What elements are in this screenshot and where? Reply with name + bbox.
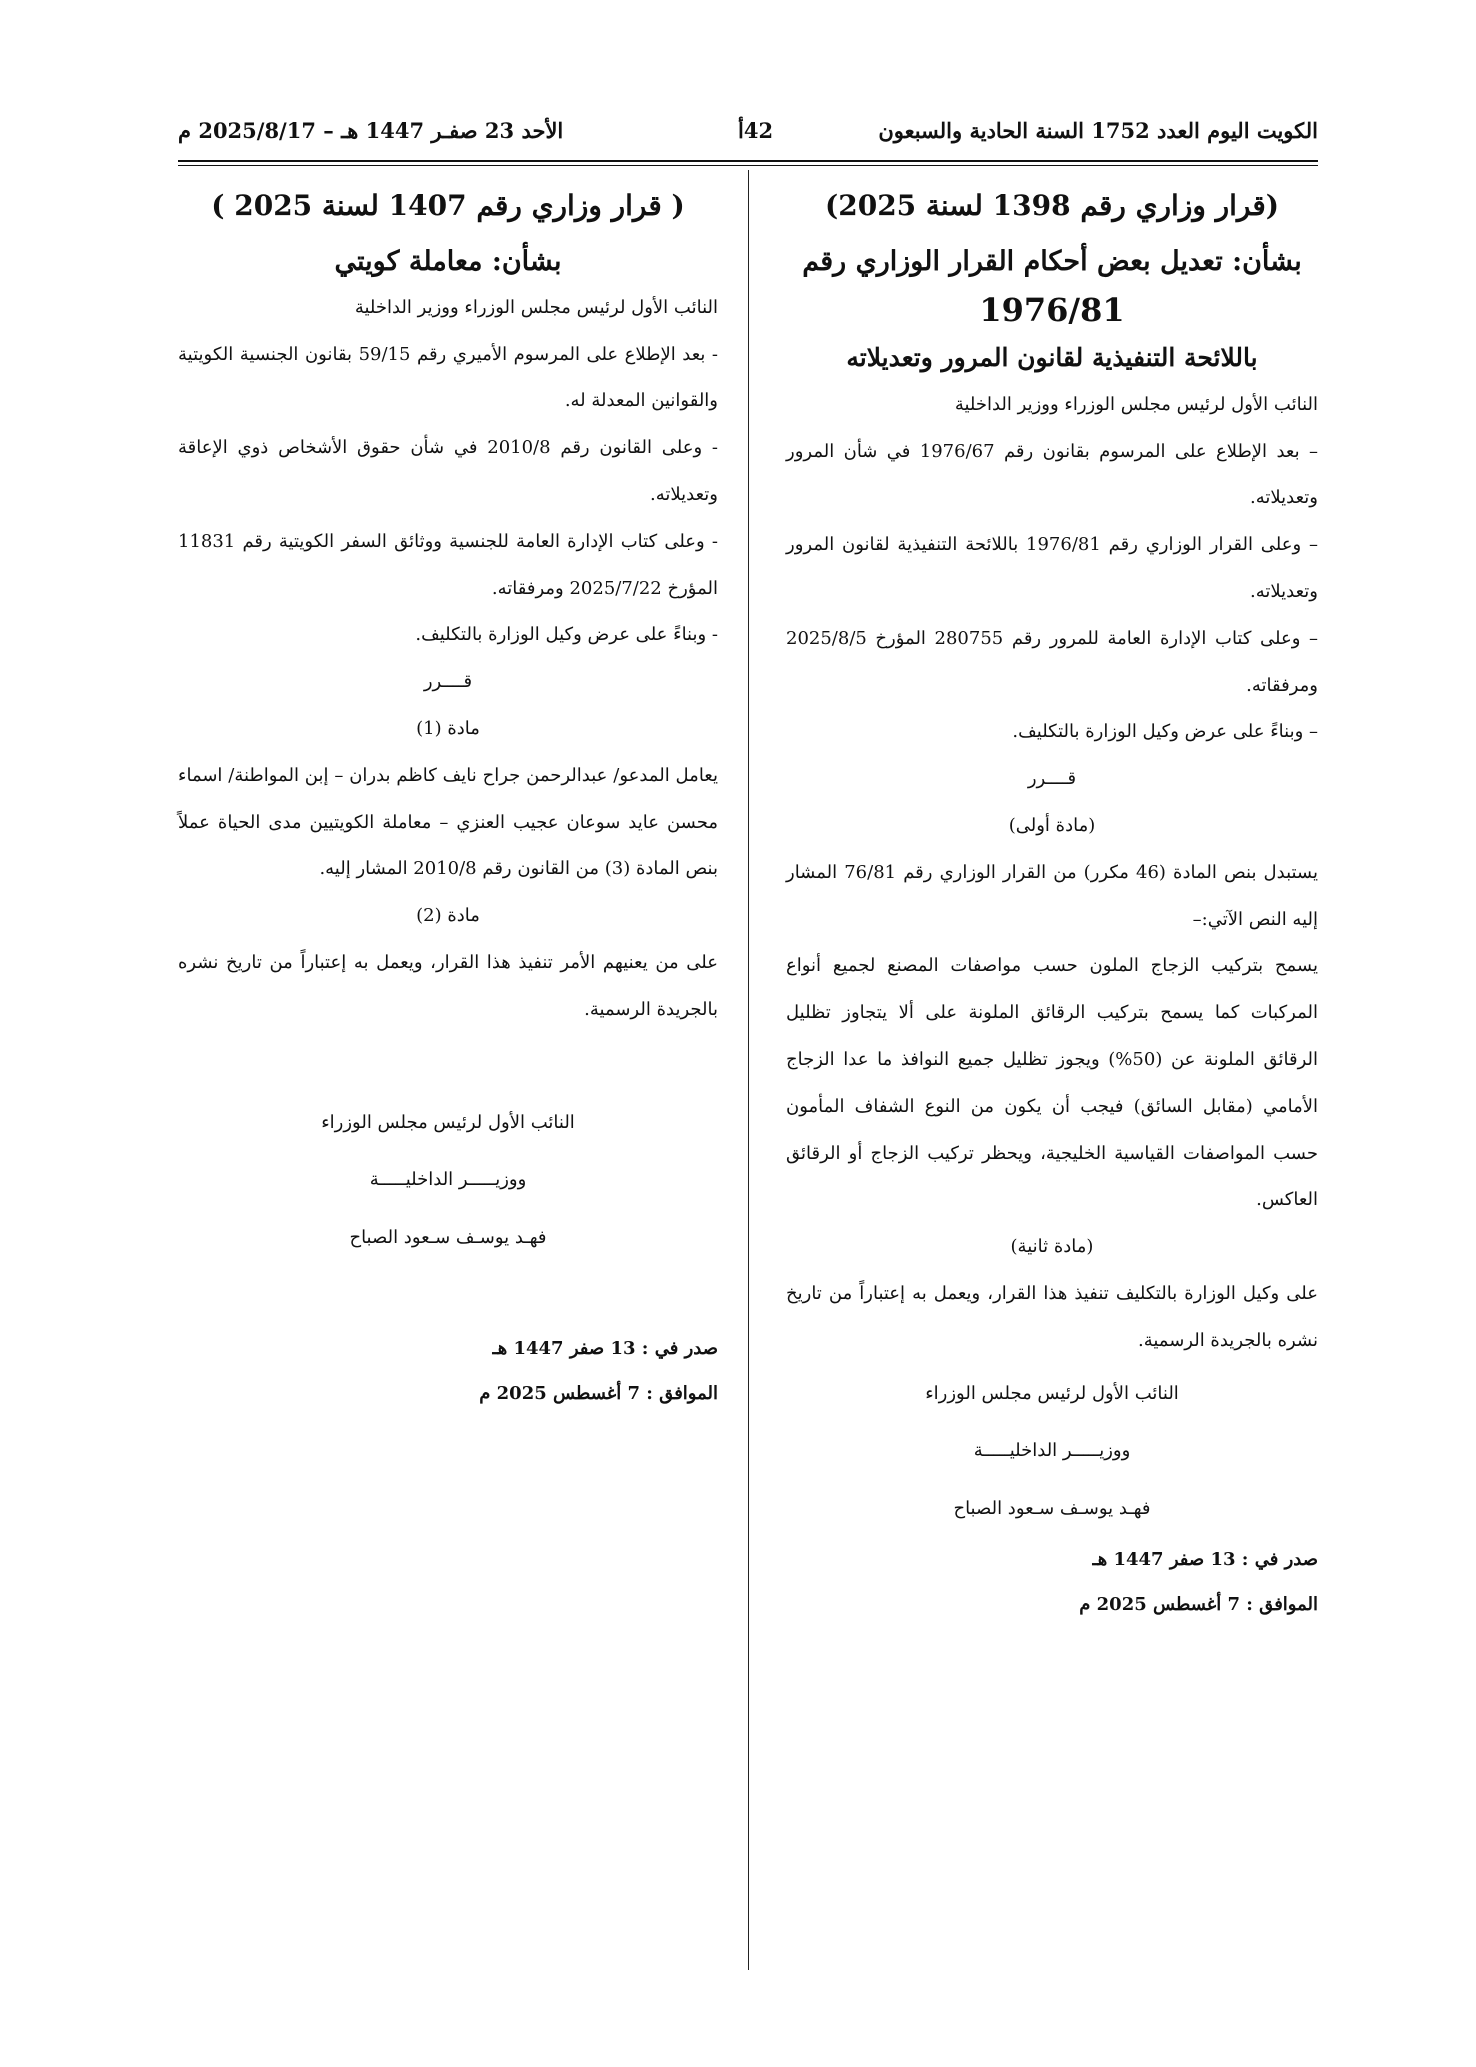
issuer-line: النائب الأول لرئيس مجلس الوزراء ووزير الداخلية — [354, 296, 718, 318]
page-number: 42أ — [738, 118, 774, 143]
issue-date: الأحد 23 صفـر 1447 هـ – 2025/8/17 م — [178, 118, 564, 143]
article-heading: (مادة ثانية) — [1010, 1236, 1094, 1258]
gazette-issue: الكويت اليوم العدد 1752 السنة الحادية والسبعون — [878, 118, 1318, 143]
decree-subject: بشأن: تعديل بعض أحكام القرار الوزاري رقم — [802, 246, 1302, 277]
preamble-item: - وعلى كتاب الإدارة العامة للجنسية ووثائق السفر الكويتية رقم 11831 المؤرخ 2025/7/22 ومرفقاته. — [178, 530, 718, 599]
article-heading: مادة (1) — [416, 718, 480, 740]
signatory-ministry: ووزيـــــر الداخليـــــة — [369, 1169, 527, 1191]
header-rule-thick — [178, 160, 1318, 162]
signatory-title: النائب الأول لرئيس مجلس الوزراء — [925, 1382, 1179, 1404]
article-body: يسمح بتركيب الزجاج الملون حسب مواصفات المصنع لجميع أنواع المركبات كما يسمح بتركيب الرقائق الملونة على ألا يتجاوز تظليل الرقائق الملونة عن (50%) ويجوز تظليل جميع النوافذ ما عدا الزجاج الأمامي (مقابل السائق) فيجب أن يكون من النوع الشفاف المأمون حسب المواصفات القياسية الخليجية، ويحظر تركيب الزجاج أو الرقائق العاكس. — [786, 955, 1318, 1211]
preamble-item: – وعلى القرار الوزاري رقم 1976/81 باللائحة التنفيذية لقانون المرور وتعديلاته. — [786, 534, 1318, 603]
header-rule-thin — [178, 165, 1318, 166]
article-text: يعامل المدعو/ عبدالرحمن جراح نايف كاظم بدران – إبن المواطنة/ اسماء محسن عايد سوعان عجيب العنزي – معاملة الكويتيين مدى الحياة عملاً بنص المادة (3) من القانون رقم 2010/8 المشار إليه. — [178, 764, 718, 880]
preamble-item: - وبناءً على عرض وكيل الوزارة بالتكليف. — [415, 624, 718, 646]
preamble-item: – بعد الإطلاع على المرسوم بقانون رقم 1976/67 في شأن المرور وتعديلاته. — [786, 440, 1318, 509]
page-header — [178, 118, 1318, 158]
article-text: على من يعنيهم الأمر تنفيذ هذا القرار، ويعمل به إعتباراً من تاريخ نشره بالجريدة الرسمية. — [178, 952, 718, 1020]
issue-date-gregorian: الموافق : 7 أغسطس 2025 م — [479, 1383, 718, 1405]
decided-heading: قــــرر — [1027, 768, 1077, 790]
issue-date-hijri: صدر في : 13 صفر 1447 هـ — [492, 1338, 718, 1360]
preamble-item: – وعلى كتاب الإدارة العامة للمرور رقم 280755 المؤرخ 2025/8/5 ومرفقاته. — [786, 627, 1318, 696]
column-divider — [748, 170, 749, 1970]
decided-heading: قــــرر — [423, 671, 473, 693]
decree-1407 — [178, 175, 718, 1416]
issue-date-gregorian: الموافق : 7 أغسطس 2025 م — [1079, 1594, 1318, 1616]
preamble-item: - بعد الإطلاع على المرسوم الأميري رقم 59/15 بقانون الجنسية الكويتية والقوانين المعدلة له. — [178, 343, 718, 412]
decree-title: ( قرار وزاري رقم 1407 لسنة 2025 ) — [211, 189, 685, 222]
preamble-item: - وعلى القانون رقم 2010/8 في شأن حقوق الأشخاص ذوي الإعاقة وتعديلاته. — [178, 437, 718, 506]
decree-subject-cont: باللائحة التنفيذية لقانون المرور وتعديلاته — [846, 342, 1258, 372]
decree-subject: بشأن: معاملة كويتي — [334, 246, 562, 277]
signature-block — [178, 1094, 718, 1267]
decree-1398 — [786, 175, 1318, 1627]
signatory-name: فهـد يوسـف سـعود الصباح — [953, 1497, 1151, 1519]
signatory-ministry: ووزيـــــر الداخليـــــة — [973, 1440, 1131, 1462]
article-text: على وكيل الوزارة بالتكليف تنفيذ هذا القرار، ويعمل به إعتباراً من تاريخ نشره بالجريدة الرسمية. — [786, 1283, 1318, 1351]
article-heading: (مادة أولى) — [1008, 815, 1096, 837]
article-text: يستبدل بنص المادة (46 مكرر) من القرار الوزاري رقم 76/81 المشار إليه النص الآتي:– — [786, 861, 1319, 930]
signatory-title: النائب الأول لرئيس مجلس الوزراء — [321, 1111, 575, 1133]
signature-block — [786, 1365, 1318, 1538]
decree-subject-number: 1976/81 — [979, 290, 1125, 329]
decree-title: (قرار وزاري رقم 1398 لسنة 2025) — [824, 189, 1280, 222]
issuer-line: النائب الأول لرئيس مجلس الوزراء ووزير الداخلية — [954, 393, 1318, 415]
signatory-name: فهـد يوسـف سـعود الصباح — [349, 1226, 547, 1248]
article-heading: مادة (2) — [416, 905, 480, 927]
issue-date-hijri: صدر في : 13 صفر 1447 هـ — [1092, 1549, 1318, 1571]
preamble-item: – وبناءً على عرض وكيل الوزارة بالتكليف. — [1012, 721, 1318, 743]
